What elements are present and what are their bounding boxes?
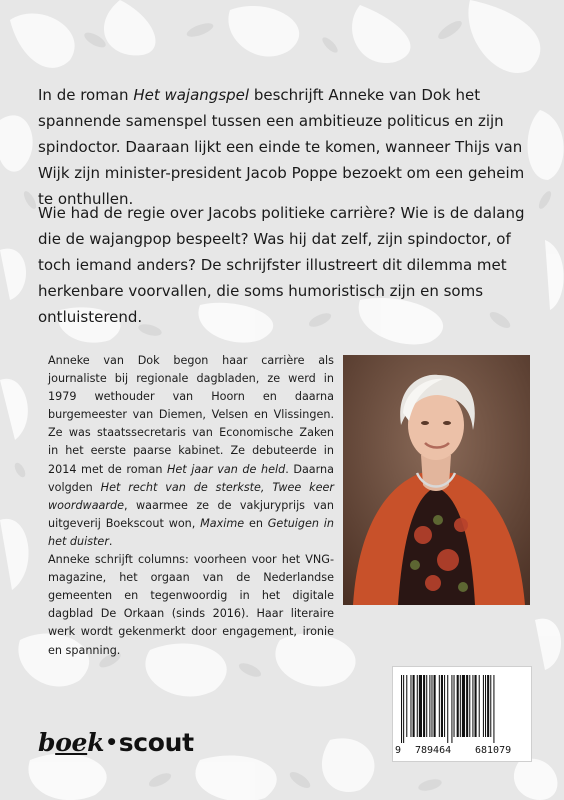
publisher-logo (38, 728, 194, 757)
barcode-bar (469, 675, 470, 737)
blurb-paragraph-1 (38, 82, 530, 212)
barcode-bar (485, 675, 486, 737)
barcode-left-digits: 789464 (415, 745, 452, 756)
barcode-bar (447, 675, 448, 743)
book-title: Getuigen in het duister (48, 516, 334, 548)
book-title: Het jaar van de held (167, 462, 286, 476)
barcode-bar (406, 675, 407, 737)
barcode-bar (431, 675, 432, 737)
bio-text: . (108, 534, 113, 548)
barcode-bar (441, 675, 443, 737)
author-bio (48, 352, 334, 660)
blurb-paragraph-2: Wie had de regie over Jacobs politieke carrière? Wie is de dalang die de wajangpop bespeelt? Was hij dat zelf, zijn spindoctor, of toch iemand anders? De schrijfster illustreert dit dilemma met herkenbare voorvallen, die soms humoristisch zijn en soms ontluisterend. (38, 204, 525, 326)
barcode-bars (401, 675, 525, 743)
barcode-right-digits: 681079 (475, 745, 512, 756)
blurb-text: In de roman (38, 86, 134, 104)
author-photo (343, 355, 530, 605)
barcode-first-digit: 9 (395, 745, 402, 756)
barcode-bar (417, 675, 418, 737)
barcode-bar (403, 675, 404, 743)
barcode-bar (413, 675, 415, 737)
logo-text: k (87, 728, 105, 757)
bio-text: Anneke van Dok begon haar carrière als journaliste bij regionale dagbladen, ze werd in 1979 wethouder van Hoorn en daarna burgemeester van Diemen, Velsen en Vlissingen. Ze was staatssecretaris van Economische Zaken in het eerste paarse kabinet. Ze debuteerde in 2014 met de roman (48, 354, 334, 476)
barcode-bar (457, 675, 459, 737)
isbn-barcode (392, 666, 532, 762)
logo-dot: • (105, 730, 118, 754)
barcode-bar (460, 675, 461, 737)
bio-text: . Daarna volgden (48, 462, 335, 494)
logo-scout: scout (118, 728, 194, 757)
barcode-bar (429, 675, 430, 737)
logo-text: oe (55, 728, 88, 757)
barcode-bar (462, 675, 465, 737)
barcode-bar (434, 675, 436, 737)
barcode-bar (410, 675, 411, 737)
barcode-bar (451, 675, 452, 743)
book-title: Het recht van de sterkste, Twee keer woordwaarde (48, 480, 334, 512)
barcode-bar (472, 675, 473, 737)
barcode-bar (426, 675, 427, 737)
bio-text: en (244, 516, 268, 530)
book-title: Het wajangspel (133, 86, 250, 104)
barcode-bar (454, 675, 455, 737)
barcode-bar (401, 675, 402, 743)
barcode-bar (490, 675, 491, 737)
bio-paragraph-1 (48, 352, 334, 551)
barcode-bar (444, 675, 445, 737)
bio-text: , waarmee ze de vakjuryprijs van uitgeverij Boekscout won, (48, 498, 334, 530)
bio-paragraph-2: Anneke schrijft columns: voorheen voor het VNG-magazine, het orgaan van de Nederlandse gemeenten en tegenwoordig in het digitale dagblad De Orkaan (sinds 2016). Haar literaire werk wordt gekenmerkt door engagement, ironie en spanning. (48, 553, 334, 657)
barcode-bar (475, 675, 477, 737)
barcode-bar (423, 675, 425, 737)
barcode-bar (479, 675, 480, 737)
logo-text: b (38, 728, 56, 757)
barcode-bar (466, 675, 468, 737)
blurb-text: beschrijft Anneke van Dok het spannende samenspel tussen een ambitieuze politicus en zijn spindoctor. Daaraan lijkt een einde te komen, wanneer Thijs van Wijk zijn minister-president Jacob Poppe bezoekt om een geheim te onthullen. (38, 86, 525, 208)
barcode-bar (487, 675, 489, 737)
book-title: Maxime (200, 516, 245, 530)
barcode-bar (439, 675, 440, 737)
logo-boek (38, 728, 104, 757)
barcode-bar (483, 675, 484, 737)
barcode-bar (419, 675, 422, 737)
barcode-bar (493, 675, 494, 743)
